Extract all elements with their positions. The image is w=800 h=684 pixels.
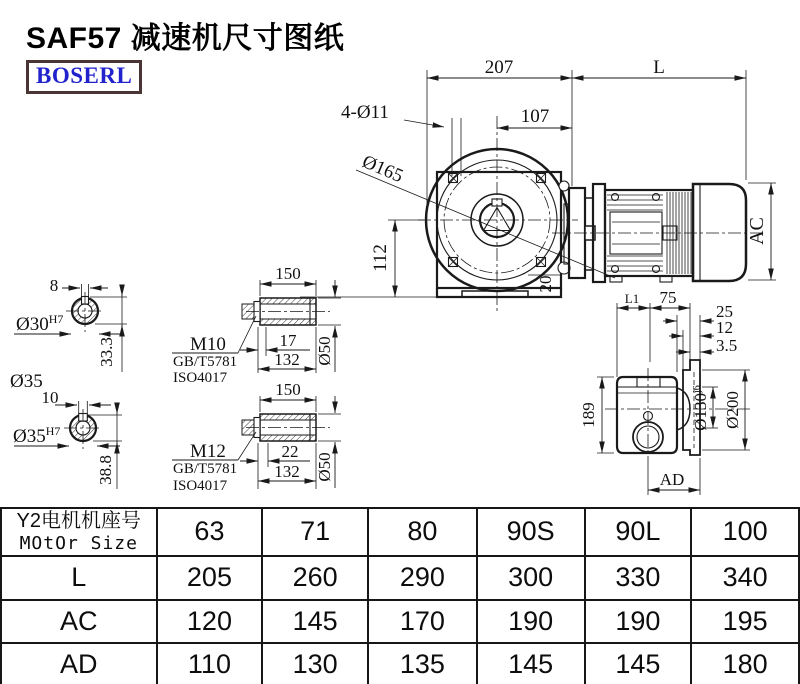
table-value-cell: 120 — [157, 600, 263, 643]
bushing-top-wall — [260, 319, 316, 325]
std2-label-top: ISO4017 — [173, 370, 228, 386]
table-col-header: 90S — [477, 508, 585, 556]
dim-label-AC: AC — [746, 217, 768, 245]
table-header-row — [1, 508, 799, 556]
bushing-bottom-length-label: 150 — [275, 380, 301, 399]
dim-label-3-5: 3.5 — [716, 336, 738, 355]
table-row-label: AD — [1, 643, 157, 684]
table-value-cell: 170 — [368, 600, 477, 643]
top-dimension-labels — [341, 57, 768, 293]
dim-label-207: 207 — [484, 57, 514, 78]
table-col-header: 100 — [691, 508, 799, 556]
table-value-cell: 330 — [585, 556, 692, 600]
table-value-cell: 205 — [157, 556, 263, 600]
shaft-od-label: Ø35 — [10, 371, 43, 392]
table-value-cell: 260 — [262, 556, 368, 600]
table-col-header: 80 — [368, 508, 477, 556]
dia-label-bottom: Ø50 — [315, 452, 334, 482]
thread-len-label-bottom: 22 — [281, 442, 299, 461]
table-value-cell: 145 — [262, 600, 368, 643]
bushing-bottom-wall — [260, 414, 316, 420]
bushing-top-length-label: 150 — [275, 264, 301, 283]
table-value-cell: 145 — [477, 643, 585, 684]
dim-label-107: 107 — [520, 106, 550, 127]
table-row-AC — [1, 600, 799, 643]
bushing-top-wall — [260, 298, 316, 304]
dim-label-L1: L1 — [624, 291, 640, 306]
table-header-cell — [1, 508, 157, 556]
body-len-label-top: 132 — [274, 350, 300, 369]
table-value-cell: 145 — [585, 643, 692, 684]
dim-label-AD: AD — [659, 470, 685, 489]
fan-cowl — [693, 184, 746, 281]
table-value-cell: 135 — [368, 643, 477, 684]
table-col-header: 63 — [157, 508, 263, 556]
side-view-labels — [579, 288, 742, 489]
table-value-cell: 290 — [368, 556, 477, 600]
thread-len-label-top: 17 — [279, 331, 297, 350]
table-value-cell: 195 — [691, 600, 799, 643]
table-value-cell: 190 — [585, 600, 692, 643]
dim-label-L: L — [653, 57, 665, 78]
motor-view — [552, 184, 762, 282]
table-header-cn: Y2电机机座号 — [16, 510, 142, 532]
table-row-label: AC — [1, 600, 157, 643]
shaft-section-bottom-labels — [13, 388, 115, 485]
key-depth-label-top: 33.3 — [97, 337, 116, 367]
std2-label-bottom: ISO4017 — [173, 478, 228, 494]
dim-label-12: 12 — [716, 318, 733, 337]
table-value-cell: 180 — [691, 643, 799, 684]
table-col-header: 90L — [585, 508, 692, 556]
table-value-cell: 130 — [262, 643, 368, 684]
bushing-bottom-wall — [260, 435, 316, 441]
dia130-label: $Ø130^{j6}$ — [691, 385, 710, 431]
dim-label-189: 189 — [579, 402, 598, 428]
thread-label-bottom: M12 — [190, 441, 226, 462]
dim-label-75: 75 — [659, 288, 677, 307]
dim-label-112: 112 — [370, 244, 391, 272]
thread-label-top: M10 — [190, 334, 226, 355]
std1-label-bottom: GB/T5781 — [173, 461, 238, 477]
dia-label-top: Ø50 — [315, 336, 334, 366]
table-value-cell: 110 — [157, 643, 263, 684]
bore-label-bottom: $Ø35^{H7}$ — [13, 424, 61, 447]
table-row-L — [1, 556, 799, 600]
key-depth-label-bottom: 38.8 — [96, 455, 115, 485]
page-title: SAF57 减速机尺寸图纸 — [26, 22, 345, 55]
holes-label: 4-Ø11 — [341, 102, 389, 123]
table-header-en: MOtOr Size — [19, 533, 138, 554]
table-row-label: L — [1, 556, 157, 600]
dim-label-20: 20 — [536, 275, 555, 293]
dia200-label: Ø200 — [723, 391, 742, 429]
table-col-header: 71 — [262, 508, 368, 556]
table-value-cell: 300 — [477, 556, 585, 600]
table-row-AD — [1, 643, 799, 684]
gear-housing — [617, 377, 677, 453]
dimension-table — [0, 507, 800, 684]
brand-logo-text: BOSERL — [36, 63, 133, 88]
std1-label-top: GB/T5781 — [173, 354, 238, 370]
bolt-circle-label: Ø165 — [359, 151, 407, 188]
body-len-label-bottom: 132 — [274, 462, 300, 481]
key-width-label-top: 8 — [49, 276, 59, 295]
dim-label-25: 25 — [716, 302, 733, 321]
table-value-cell: 340 — [691, 556, 799, 600]
table-value-cell: 190 — [477, 600, 585, 643]
bore-label-top: $Ø30^{H7}$ — [16, 312, 64, 335]
key-width-label-bottom: 10 — [41, 388, 59, 407]
